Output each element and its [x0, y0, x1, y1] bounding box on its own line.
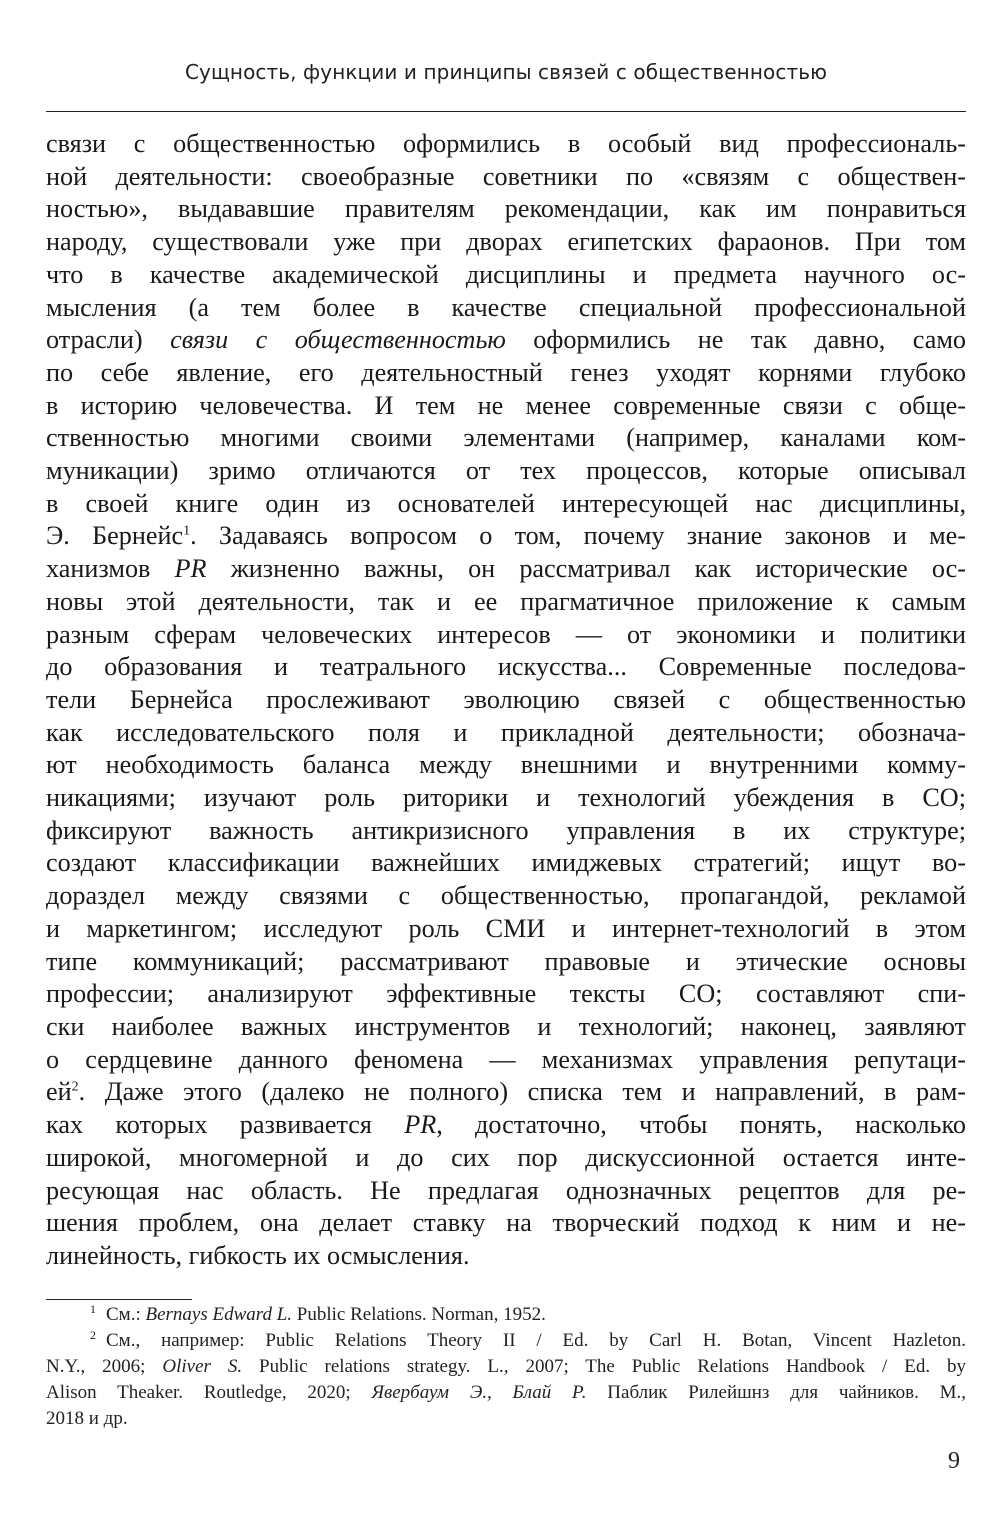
italic-term: Bernays Edward L. — [145, 1304, 293, 1325]
text-line: ственностью многими своими элементами (например, каналами ком- — [46, 423, 966, 453]
text-line: в историю человечества. И тем не менее современные связи с обще- — [46, 390, 966, 420]
footnote-separator — [46, 1299, 192, 1300]
page-number: 9 — [948, 1448, 960, 1474]
text-line: как исследовательского поля и прикладной деятельности; обознача- — [46, 717, 966, 747]
text-line: связи с общественностью оформились в особый вид профессиональ- — [46, 129, 966, 158]
header-rule — [46, 111, 966, 112]
italic-term: Явербаум Э., Блай Р. — [371, 1382, 587, 1403]
text-line: профессии; анализируют эффективные тексты СО; составляют спи- — [46, 979, 966, 1009]
running-head: Сущность, функции и принципы связей с общественностью — [184, 60, 828, 84]
text-line: ей$^2$. Даже этого (далеко не полного) списка тем и направлений, в рам- — [46, 1077, 966, 1107]
text-line: мысления (а тем более в качестве специальной профессиональной — [46, 292, 966, 322]
text-line: до образования и театрального искусства... Современные последова- — [46, 652, 966, 682]
text-line: разным сферам человеческих интересов — от экономики и политики — [46, 619, 966, 649]
text-line: новы этой деятельности, так и ее прагматичное приложение к самым — [46, 586, 966, 616]
text-line: ресующая нас область. Не предлагая однозначных рецептов для ре- — [46, 1175, 966, 1205]
footnote-reference[interactable]: 2 — [71, 1079, 79, 1095]
text-line: фиксируют важность антикризисного управления в их структуре; — [46, 815, 966, 845]
text-line: отрасли) связи с общественностью оформились не так давно, само — [46, 325, 967, 355]
text-line: тели Бернейса прослеживают эволюцию связей с общественностью — [46, 684, 966, 714]
text-line: шения проблем, она делает ставку на творческий подход к ним и не- — [46, 1208, 966, 1238]
footnote-line: Alison Theaker. Routledge, 2020; Явербаум Э., Блай Р. Паблик Рилейшнз для чайников. М., — [46, 1382, 967, 1403]
text-line: создают классификации важнейших имиджевых стратегий; ищут во- — [46, 848, 966, 878]
footnote-number: 2 — [90, 1327, 96, 1342]
text-line: что в качестве академической дисциплины и предмета научного ос- — [46, 259, 966, 289]
text-line: ной деятельности: своеобразные советники по «связям с обществен- — [46, 161, 966, 191]
text-line: о сердцевине данного феномена — механизмах управления репутаци- — [46, 1044, 966, 1074]
text-line: широкой, многомерной и до сих пор дискуссионной остается инте- — [46, 1142, 966, 1172]
text-line: ски наиболее важных инструментов и технологий; наконец, заявляют — [46, 1011, 966, 1041]
text-line: в своей книге один из основателей интересующей нас дисциплины, — [46, 488, 966, 518]
text-line: ханизмов PR жизненно важны, он рассматривал как исторические ос- — [46, 554, 966, 584]
text-line: муникации) зримо отличаются от тех процессов, которые описывал — [46, 456, 966, 486]
footnote-reference[interactable]: 1 — [183, 523, 191, 539]
text-line: никациями; изучают роль риторики и технологий убеждения в СО; — [46, 783, 966, 813]
footnote-line: $^1$ См.: Bernays Edward L. Public Relations. Norman, 1952. — [90, 1301, 546, 1325]
footnote-line: 2018 и др. — [46, 1408, 128, 1429]
text-line: ностью», выдававшие правителям рекомендации, как им понравиться — [46, 194, 966, 224]
text-line: Э. Бернейс$^1$. Задаваясь вопросом о том, почему знание законов и ме- — [46, 521, 966, 551]
body-paragraph — [46, 128, 966, 1273]
italic-term: PR — [174, 554, 207, 584]
italic-term: связи с общественностью — [170, 325, 506, 355]
text-line: линейность, гибкость их осмысления. — [46, 1240, 470, 1270]
footnote — [46, 1302, 966, 1328]
italic-term: Oliver S. — [162, 1356, 243, 1377]
text-line: типе коммуникаций; рассматривают правовые и этические основы — [46, 946, 966, 976]
footnote — [46, 1328, 966, 1432]
text-line: по себе явление, его деятельностный генез уходят корнями глубоко — [46, 357, 966, 387]
footnotes — [46, 1302, 966, 1432]
text-line: ют необходимость баланса между внешними и внутренними комму- — [46, 750, 966, 780]
text-line: ках которых развивается PR, достаточно, чтобы понять, насколько — [46, 1110, 966, 1140]
footnote-line: $^2$ См., например: Public Relations Theory II / Ed. by Carl H. Botan, Vincent Hazleton. — [90, 1327, 966, 1351]
footnote-line: N.Y., 2006; Oliver S. Public relations strategy. L., 2007; The Public Relations Handbook / Ed. by — [46, 1356, 966, 1377]
text-line: дораздел между связями с общественностью, пропагандой, рекламой — [46, 881, 966, 911]
text-line: народу, существовали уже при дворах египетских фараонов. При том — [46, 227, 966, 257]
footnote-number: 1 — [90, 1301, 96, 1316]
italic-term: PR — [404, 1110, 437, 1140]
text-line: и маркетингом; исследуют роль СМИ и интернет-технологий в этом — [46, 913, 966, 943]
